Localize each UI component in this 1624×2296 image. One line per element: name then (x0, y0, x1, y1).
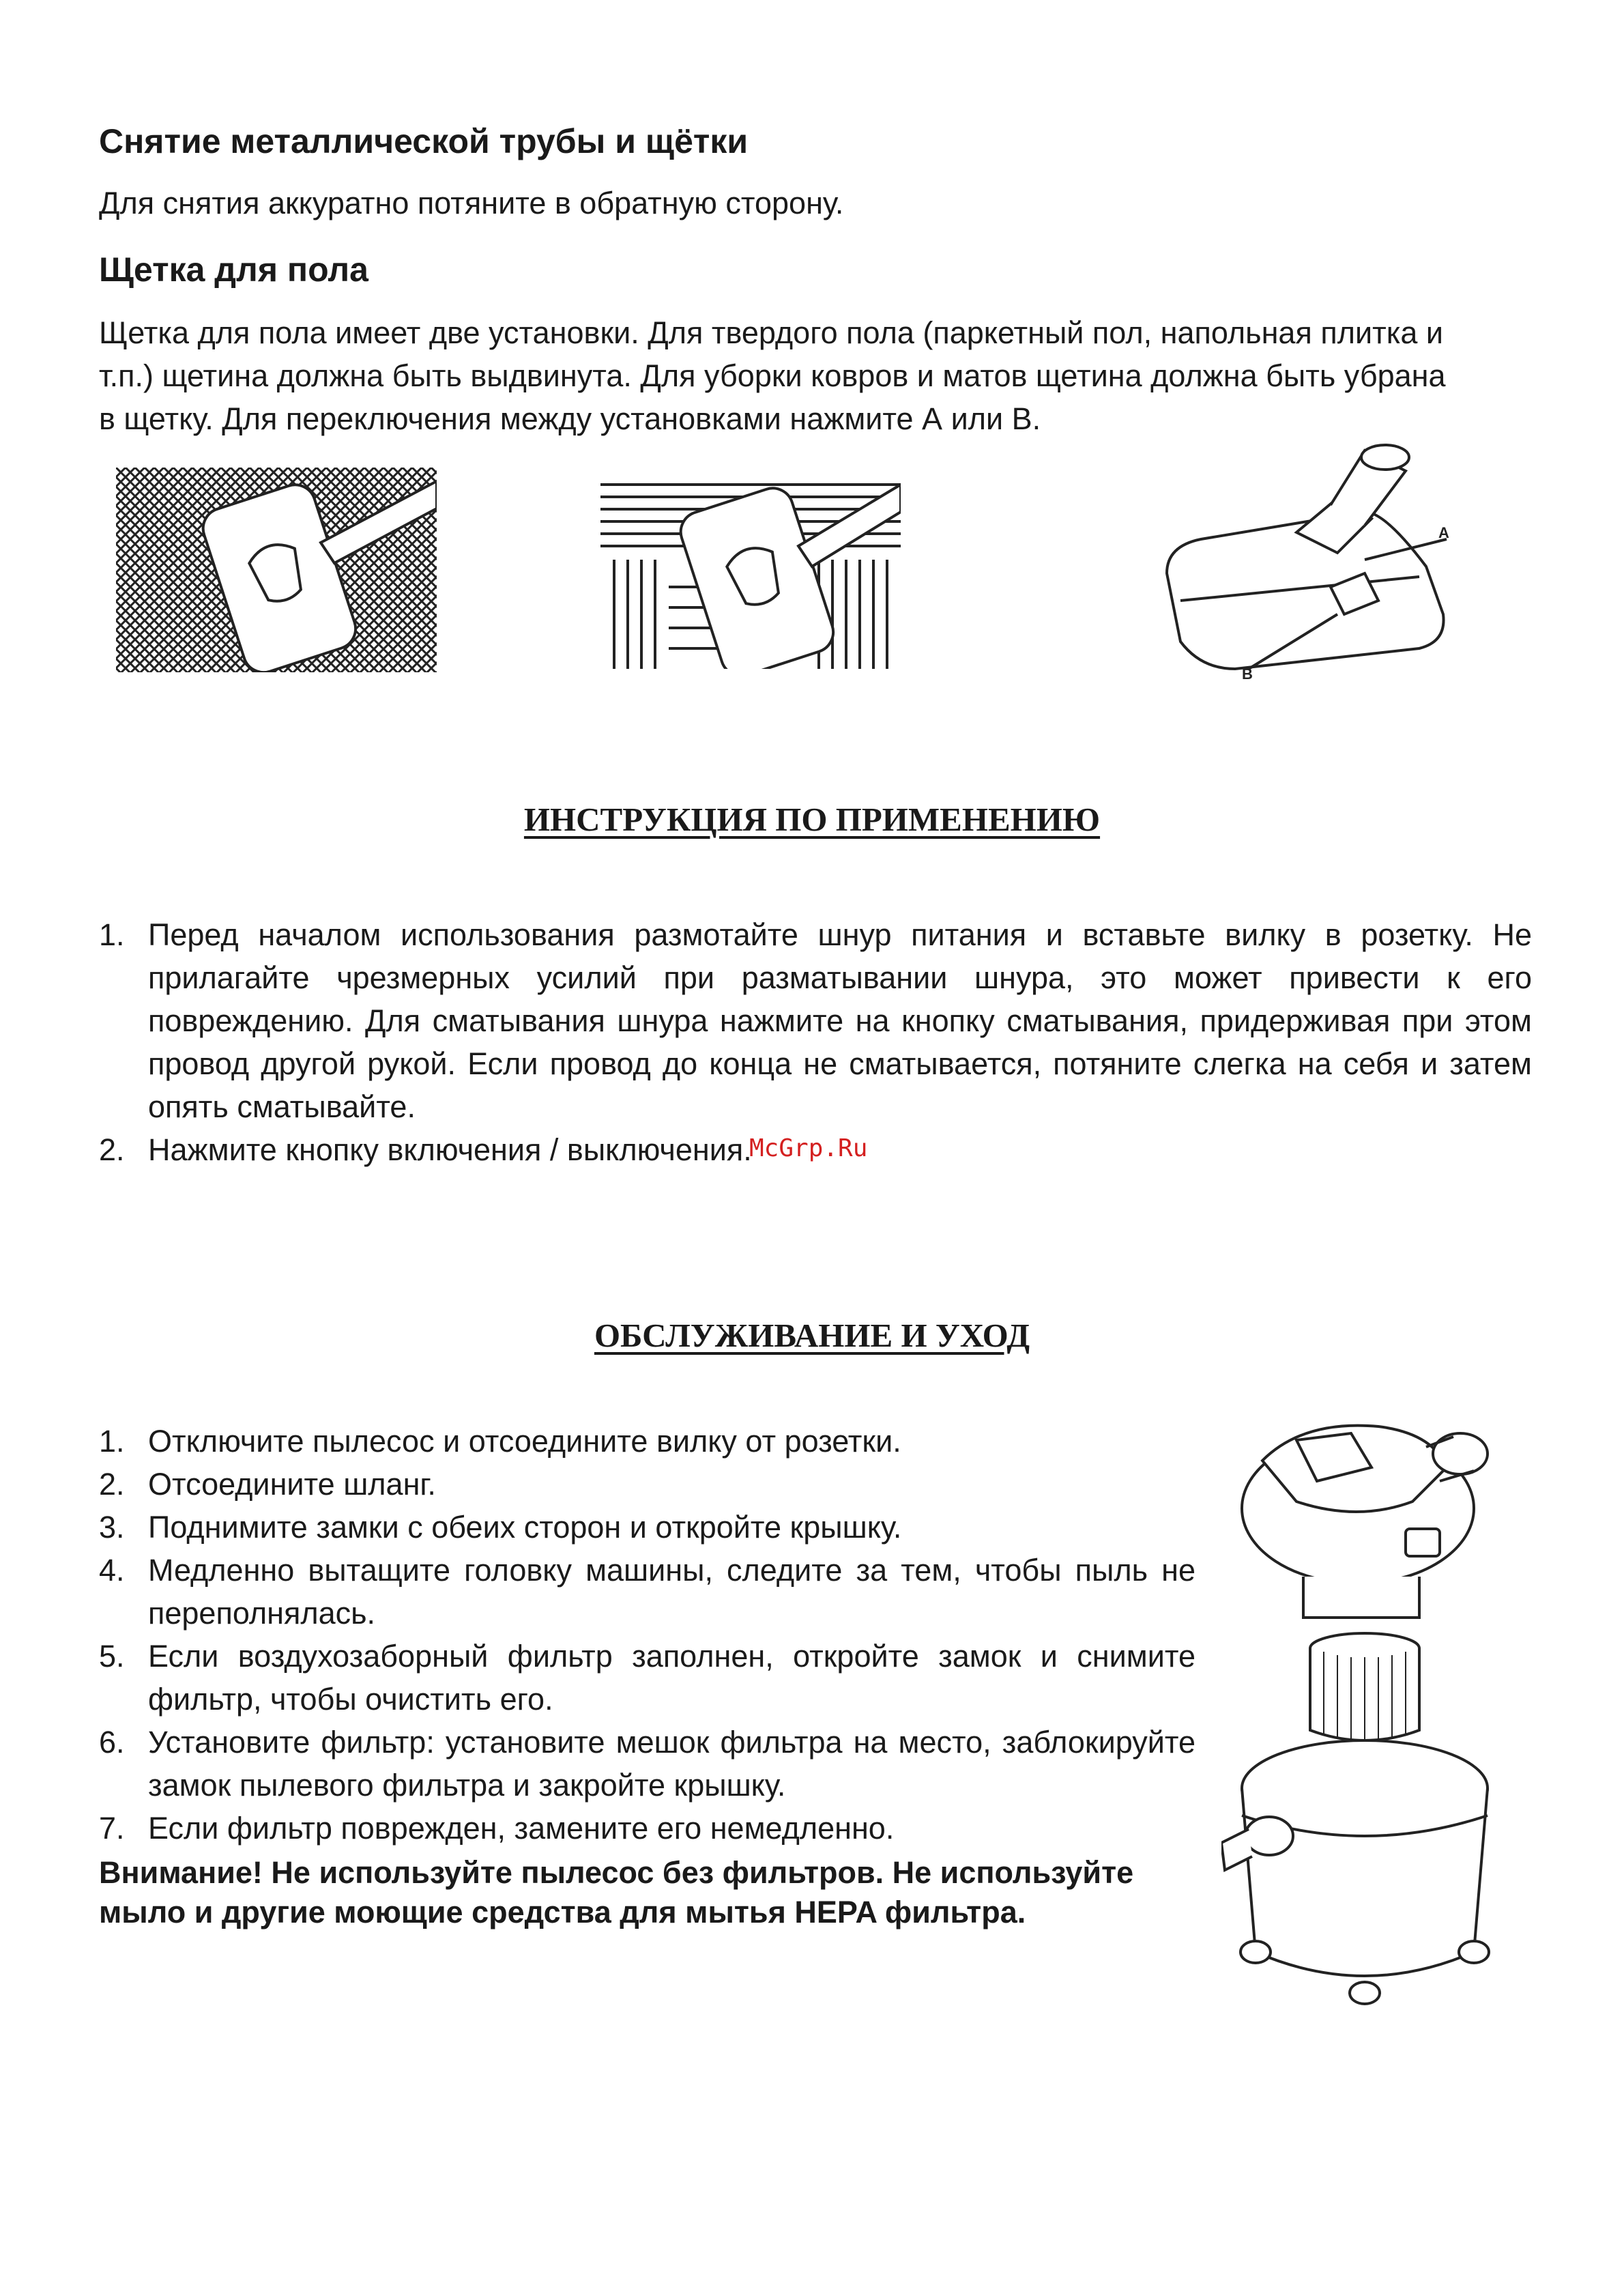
label-b: B (1242, 665, 1253, 683)
title-care: ОБСЛУЖИВАНИЕ И УХОД (594, 1317, 1030, 1354)
list-item: 1. Перед началом использования размотайте шнур питания и вставьте вилку в розетку. Не прилагайте чрезмерных усилий при разматывании шнура, это может привести к его повреждению. Для сматывания шнура нажмите на кнопку сматывания, придерживая при этом провод другой рукой. Если провод до конца не сматывается, потяните слегка на себя и затем опять сматывайте. (99, 917, 1532, 1124)
floor-brush-diagram (1160, 437, 1460, 689)
floor-brush-line: т.п.) щетина должна быть выдвинута. Для уборки ковров и матов щетина должна быть убрана (99, 358, 1446, 393)
warning-text: Внимание! Не используйте пылесос без фильтров. Не используйте мыло и другие моющие средства для мытья HEPA фильтра. (99, 1855, 1134, 1929)
vacuum-cleaner-exploded-illustration (1221, 1406, 1508, 2020)
list-item: 2. Нажмите кнопку включения / выключения. (99, 1132, 752, 1167)
list-item: 3. Поднимите замки с обеих сторон и откройте крышку. (99, 1510, 902, 1545)
title-usage: ИНСТРУКЦИЯ ПО ПРИМЕНЕНИЮ (523, 801, 1101, 838)
floor-brush-line: Щетка для пола имеет две установки. Для твердого пола (паркетный пол, напольная плитка и (99, 315, 1444, 350)
list-item: 1. Отключите пылесос и отсоедините вилку от розетки. (99, 1424, 901, 1459)
care-list (99, 1420, 1195, 1850)
usage-list (99, 913, 1532, 1171)
heading-floor-brush: Щетка для пола (99, 250, 368, 289)
brush-on-carpet-illustration (116, 468, 437, 672)
list-item: 4. Медленно вытащите головку машины, следите за тем, чтобы пыль не переполнялась. (99, 1553, 1195, 1631)
watermark: McGrp.Ru (749, 1134, 868, 1162)
heading-tube-removal: Снятие металлической трубы и щётки (99, 122, 749, 160)
text-tube-removal: Для снятия аккуратно потяните в обратную сторону. (99, 186, 844, 220)
floor-brush-paragraph (99, 311, 1532, 440)
list-item: 5. Если воздухозаборный фильтр заполнен, откройте замок и снимите фильтр, чтобы очистить его. (99, 1639, 1195, 1717)
brush-on-parquet-illustration (600, 471, 901, 669)
floor-brush-line: в щетку. Для переключения между установками нажмите А или В. (99, 401, 1041, 436)
label-a: A (1438, 524, 1449, 541)
list-item: 2. Отсоедините шланг. (99, 1467, 436, 1502)
list-item: 6. Установите фильтр: установите мешок фильтра на место, заблокируйте замок пылевого фильтра и закройте крышку. (99, 1725, 1195, 1803)
list-item: 7. Если фильтр поврежден, замените его немедленно. (99, 1811, 895, 1846)
